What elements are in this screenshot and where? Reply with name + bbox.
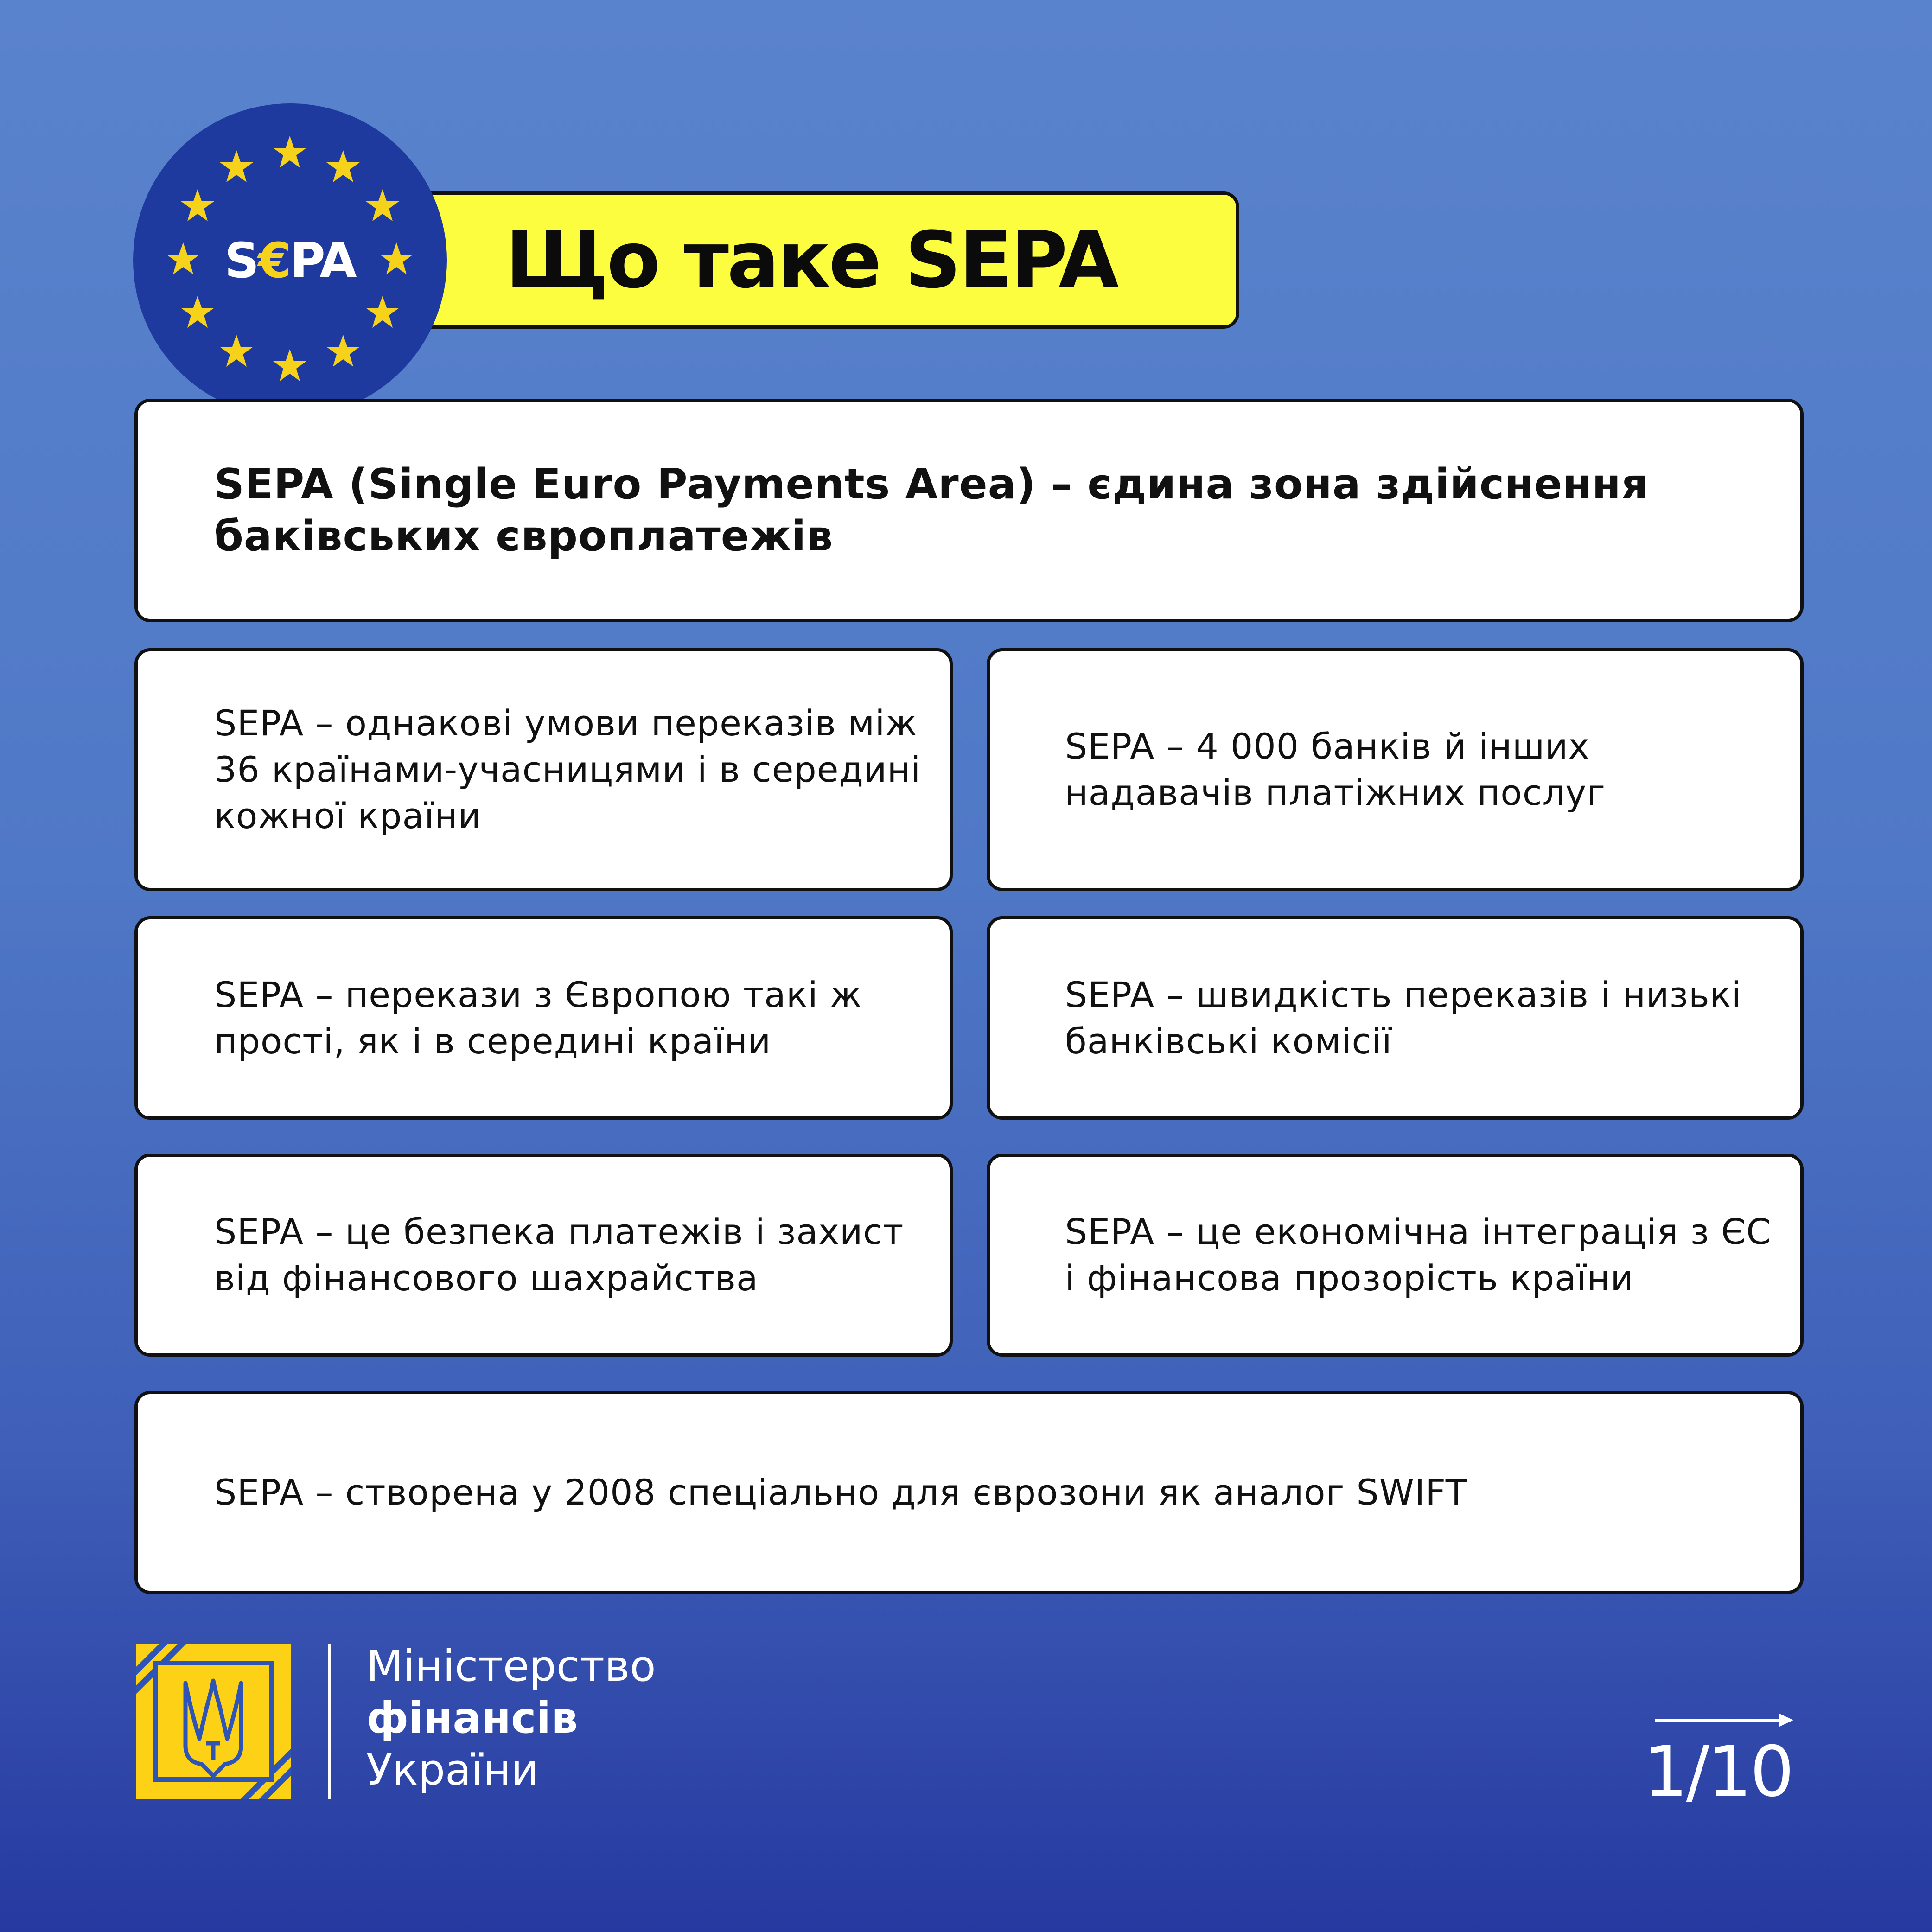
info-card (987, 1154, 1804, 1357)
page-title: Що таке SEPA (505, 215, 1117, 306)
sepa-wordmark (133, 103, 447, 417)
ministry-name (366, 1640, 656, 1796)
page-counter: 1/10 (1644, 1732, 1792, 1812)
definition-card (134, 399, 1804, 622)
info-card (134, 1154, 953, 1357)
info-card-wide (134, 1391, 1804, 1594)
sepa-wordmark-s: S (224, 232, 258, 289)
info-card-text: SEPA – це економічна інтеграція з ЄС і фінансова прозорість країни (1065, 1211, 1772, 1299)
info-card-text: SEPA – перекази з Європою такі ж прості, як і в середині країни (214, 974, 862, 1062)
footer-divider (328, 1644, 331, 1799)
arrow-right-icon[interactable] (1655, 1711, 1794, 1729)
definition-text: SEPA (Single Euro Payments Area) – єдина зона здійснення баківських європлатежів (214, 460, 1649, 561)
ministry-line-2: фінансів (366, 1693, 578, 1743)
info-card (987, 648, 1804, 891)
info-card-text: SEPA – це безпека платежів і захист від фінансового шахрайства (214, 1211, 904, 1299)
ukraine-trident-icon (136, 1644, 291, 1799)
sepa-wordmark-euro: € (258, 232, 290, 289)
ministry-line-3: України (366, 1745, 539, 1795)
info-card-text: SEPA – створена у 2008 спеціально для єврозони як аналог SWIFT (214, 1472, 1468, 1513)
info-card-text: SEPA – швидкість переказів і низькі банківські комісії (1065, 974, 1742, 1062)
info-card (134, 648, 953, 891)
info-card-text: SEPA – 4 000 банків й інших надавачів платіжних послуг (1065, 726, 1606, 813)
sepa-wordmark-pa: PA (290, 232, 356, 289)
info-card (134, 916, 953, 1120)
info-card-text: SEPA – однакові умови переказів між 36 країнами-учасницями і в середині кожної країни (214, 702, 921, 836)
ministry-line-1: Міністерство (366, 1641, 656, 1691)
info-card (987, 916, 1804, 1120)
